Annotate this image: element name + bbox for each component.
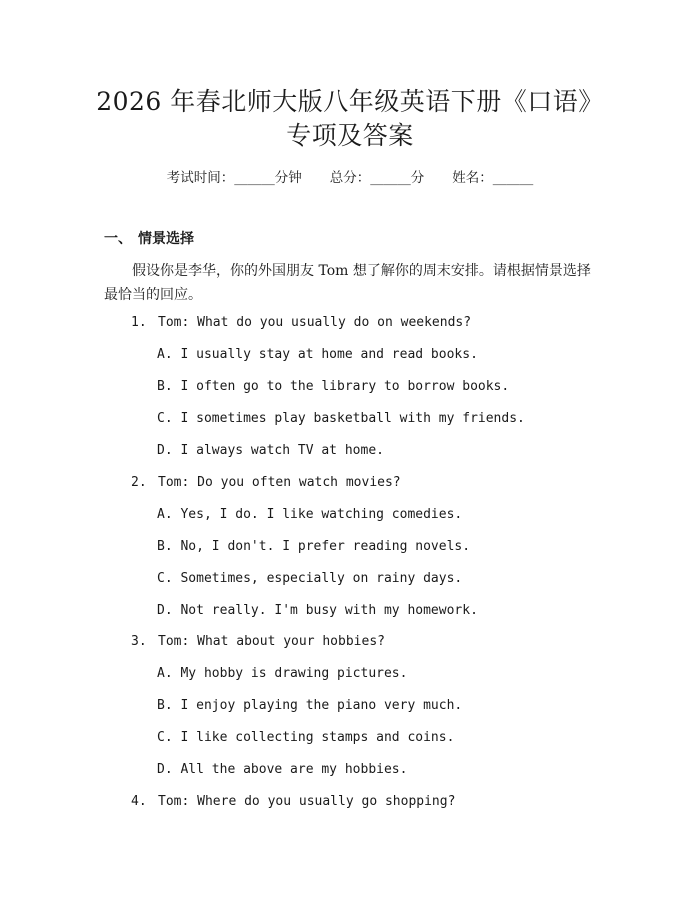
document-title-line-1: 2026 年春北师大版八年级英语下册《口语》 bbox=[96, 87, 604, 116]
question-1-option-c: C. I sometimes play basketball with my friends. bbox=[157, 411, 525, 426]
question-4 bbox=[131, 793, 455, 811]
question-prompt: Tom: Do you often watch movies? bbox=[158, 475, 401, 490]
exam-time-field: 考试时间：______分钟 bbox=[166, 170, 302, 186]
question-prompt: Tom: What about your hobbies? bbox=[158, 634, 385, 649]
question-number: 2. bbox=[131, 475, 147, 490]
question-1-option-d: D. I always watch TV at home. bbox=[157, 443, 384, 458]
question-number: 1. bbox=[131, 315, 147, 330]
section-intro bbox=[104, 259, 600, 307]
question-prompt: Tom: What do you usually do on weekends? bbox=[158, 315, 472, 330]
total-score-field: 总分：______分 bbox=[329, 170, 425, 186]
question-1 bbox=[131, 314, 471, 332]
section-heading bbox=[104, 229, 194, 249]
section-title: 情景选择 bbox=[138, 231, 194, 247]
question-1-option-b: B. I often go to the library to borrow books. bbox=[157, 379, 510, 394]
question-1-option-a: A. I usually stay at home and read books. bbox=[157, 347, 478, 362]
question-prompt: Tom: Where do you usually go shopping? bbox=[158, 794, 456, 809]
question-2-option-c: C. Sometimes, especially on rainy days. bbox=[157, 571, 463, 586]
question-3-option-a: A. My hobby is drawing pictures. bbox=[157, 666, 408, 681]
question-3-option-c: C. I like collecting stamps and coins. bbox=[157, 730, 455, 745]
question-number: 3. bbox=[131, 634, 147, 649]
section-number: 一、 bbox=[104, 231, 132, 247]
question-number: 4. bbox=[131, 794, 147, 809]
question-2-option-b: B. No, I don't. I prefer reading novels. bbox=[157, 539, 471, 554]
question-2 bbox=[131, 474, 401, 492]
question-3-option-b: B. I enjoy playing the piano very much. bbox=[157, 698, 463, 713]
question-2-option-a: A. Yes, I do. I like watching comedies. bbox=[157, 507, 463, 522]
question-3-option-d: D. All the above are my hobbies. bbox=[157, 762, 408, 777]
question-2-option-d: D. Not really. I'm busy with my homework. bbox=[157, 603, 478, 618]
document-title-line-2: 专项及答案 bbox=[286, 121, 414, 150]
exam-meta bbox=[0, 168, 700, 188]
question-3 bbox=[131, 633, 385, 651]
section-intro-text: 假设你是李华，你的外国朋友 Tom 想了解你的周末安排。请根据情景选择最恰当的回应。 bbox=[104, 263, 591, 303]
student-name-field: 姓名：______ bbox=[452, 170, 534, 186]
